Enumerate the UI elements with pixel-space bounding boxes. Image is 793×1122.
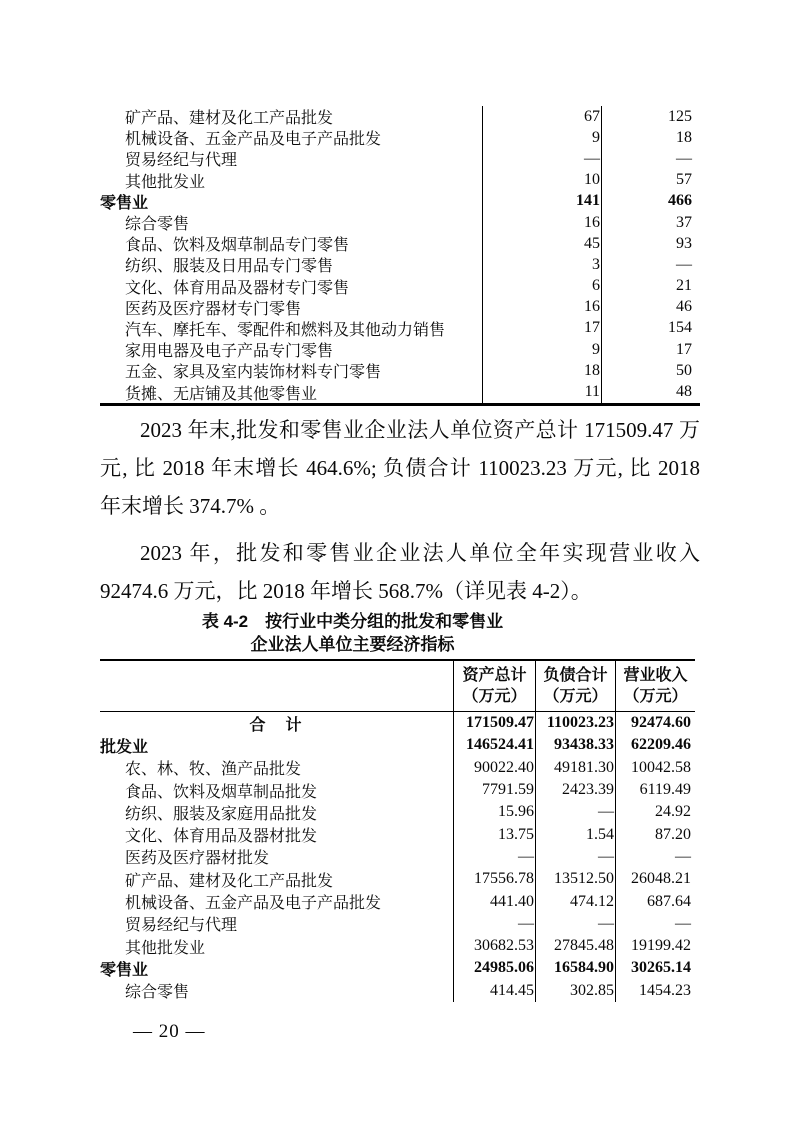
cell-value: 87.20 bbox=[615, 823, 695, 845]
table-row bbox=[100, 712, 695, 734]
cell-value: 16 bbox=[482, 212, 602, 233]
cell-value: 93 bbox=[676, 234, 692, 252]
table-row bbox=[100, 868, 695, 890]
cell-value: 26048.21 bbox=[615, 868, 695, 890]
cell-value: 57 bbox=[676, 171, 692, 189]
table-row bbox=[100, 381, 700, 402]
cell-value: 19199.42 bbox=[615, 935, 695, 957]
paragraph bbox=[100, 411, 700, 525]
cell-value: 62209.46 bbox=[615, 734, 695, 756]
cell-value: 687.64 bbox=[615, 890, 695, 912]
table-row bbox=[100, 297, 700, 318]
cell-value: — bbox=[615, 913, 695, 935]
cell-value: 21 bbox=[676, 277, 692, 295]
cell-value: 10042.58 bbox=[615, 757, 695, 779]
row-label: 五金、家具及室内装饰材料专门零售 bbox=[125, 364, 382, 382]
body-text bbox=[100, 411, 700, 610]
table-row bbox=[100, 913, 695, 935]
table-row bbox=[100, 779, 695, 801]
page-number: — 20 — bbox=[133, 1021, 206, 1042]
row-label: 矿产品、建材及化工产品批发 bbox=[125, 110, 334, 128]
cell-value: 16 bbox=[482, 297, 602, 318]
cell-value: 141 bbox=[482, 191, 602, 212]
table-header-row bbox=[100, 661, 695, 712]
table-title bbox=[100, 610, 605, 656]
row-label: 纺织、服装及家庭用品批发 bbox=[125, 805, 318, 823]
header-label-spacer bbox=[100, 661, 453, 711]
cell-value: 67 bbox=[482, 106, 602, 127]
cell-value: 466 bbox=[668, 192, 692, 210]
cell-value: 16584.90 bbox=[535, 957, 615, 979]
row-label: 零售业 bbox=[100, 961, 149, 979]
table-row bbox=[100, 957, 695, 979]
table-row bbox=[100, 233, 700, 254]
cell-value: 45 bbox=[482, 233, 602, 254]
cell-value: 146524.41 bbox=[453, 734, 535, 756]
cell-value: 24985.06 bbox=[453, 957, 535, 979]
row-label: 其他批发业 bbox=[125, 939, 206, 957]
table-row bbox=[100, 890, 695, 912]
paragraph-line: 元, 比 2018 年末增长 464.6%; 负债合计 110023.23 万元, 比 2018 bbox=[100, 456, 700, 480]
cell-value: — bbox=[482, 148, 602, 169]
row-label: 矿产品、建材及化工产品批发 bbox=[125, 872, 334, 890]
top-table bbox=[100, 106, 700, 406]
cell-value: 3 bbox=[482, 254, 602, 275]
cell-value: — bbox=[676, 255, 692, 273]
row-label: 机械设备、五金产品及电子产品批发 bbox=[125, 895, 382, 913]
table-body bbox=[100, 712, 695, 1002]
row-label: 农、林、牧、渔产品批发 bbox=[125, 761, 302, 779]
cell-value: 90022.40 bbox=[453, 757, 535, 779]
table-title-line2: 企业法人单位主要经济指标 bbox=[250, 635, 455, 654]
paragraph-line: 2023 年，批发和零售业企业法人单位全年实现营业收入 bbox=[140, 541, 700, 565]
cell-value: 48 bbox=[676, 383, 692, 401]
row-label: 文化、体育用品及器材批发 bbox=[125, 828, 318, 846]
cell-value: 9 bbox=[482, 127, 602, 148]
cell-value: 1454.23 bbox=[615, 980, 695, 1002]
column-header-assets bbox=[453, 661, 535, 711]
cell-value: — bbox=[535, 846, 615, 868]
row-label: 食品、饮料及烟草制品批发 bbox=[125, 783, 318, 801]
cell-value: 18 bbox=[676, 128, 692, 146]
cell-value: 125 bbox=[668, 107, 692, 125]
table-row bbox=[100, 757, 695, 779]
cell-value: 1.54 bbox=[535, 823, 615, 845]
row-label: 机械设备、五金产品及电子产品批发 bbox=[125, 131, 382, 149]
row-label: 综合零售 bbox=[125, 216, 190, 234]
table-row bbox=[100, 127, 700, 148]
column-header-unit: （万元） bbox=[623, 688, 688, 705]
row-label: 贸易经纪与代理 bbox=[125, 917, 238, 935]
table-row bbox=[100, 339, 700, 360]
row-label: 其他批发业 bbox=[125, 173, 206, 191]
column-header-unit: （万元） bbox=[543, 688, 608, 705]
row-label: 家用电器及电子产品专门零售 bbox=[125, 343, 334, 361]
column-header-revenue bbox=[615, 661, 695, 711]
cell-value: 13512.50 bbox=[535, 868, 615, 890]
table-row bbox=[100, 254, 700, 275]
cell-value: 171509.47 bbox=[453, 712, 535, 734]
table-row bbox=[100, 846, 695, 868]
column-header-text: 营业收入 bbox=[623, 667, 688, 684]
cell-value: 24.92 bbox=[615, 801, 695, 823]
row-label: 食品、饮料及烟草制品专门零售 bbox=[125, 237, 350, 255]
row-label: 贸易经纪与代理 bbox=[125, 152, 238, 170]
row-label: 文化、体育用品及器材专门零售 bbox=[125, 279, 350, 297]
row-label: 综合零售 bbox=[125, 984, 190, 1002]
cell-value: — bbox=[535, 913, 615, 935]
cell-value: — bbox=[615, 846, 695, 868]
table-row bbox=[100, 148, 700, 169]
table-row bbox=[100, 935, 695, 957]
cell-value: 93438.33 bbox=[535, 734, 615, 756]
table-row bbox=[100, 212, 700, 233]
column-header-liabilities bbox=[535, 661, 615, 711]
cell-value: 6 bbox=[482, 276, 602, 297]
cell-value: — bbox=[453, 846, 535, 868]
cell-value: 50 bbox=[676, 361, 692, 379]
cell-value: 2423.39 bbox=[535, 779, 615, 801]
row-label: 医药及医疗器材批发 bbox=[125, 850, 270, 868]
table-row bbox=[100, 801, 695, 823]
row-label: 合 计 bbox=[249, 716, 304, 734]
cell-value: 30265.14 bbox=[615, 957, 695, 979]
cell-value: 11 bbox=[482, 381, 602, 402]
column-header-text: 负债合计 bbox=[543, 667, 608, 684]
row-label: 纺织、服装及日用品专门零售 bbox=[125, 258, 334, 276]
paragraph-line: 2023 年末,批发和零售业企业法人单位资产总计 171509.47 万 bbox=[140, 418, 700, 442]
cell-value: 27845.48 bbox=[535, 935, 615, 957]
cell-value: 7791.59 bbox=[453, 779, 535, 801]
cell-value: 46 bbox=[676, 298, 692, 316]
cell-value: 92474.60 bbox=[615, 712, 695, 734]
table-row bbox=[100, 360, 700, 381]
cell-value: — bbox=[676, 149, 692, 167]
cell-value: — bbox=[535, 801, 615, 823]
cell-value: 49181.30 bbox=[535, 757, 615, 779]
table-row bbox=[100, 823, 695, 845]
cell-value: 110023.23 bbox=[535, 712, 615, 734]
cell-value: 18 bbox=[482, 360, 602, 381]
cell-value: 17 bbox=[676, 340, 692, 358]
paragraph-line: 92474.6 万元，比 2018 年增长 568.7%（详见表 4-2）。 bbox=[100, 579, 592, 603]
paragraph bbox=[100, 534, 700, 610]
cell-value: 154 bbox=[668, 319, 692, 337]
table-row bbox=[100, 276, 700, 297]
cell-value: 15.96 bbox=[453, 801, 535, 823]
row-label: 零售业 bbox=[100, 194, 149, 212]
cell-value: 17556.78 bbox=[453, 868, 535, 890]
cell-value: 302.85 bbox=[535, 980, 615, 1002]
table-row bbox=[100, 106, 700, 127]
table-4-2 bbox=[100, 659, 695, 1002]
cell-value: 414.45 bbox=[453, 980, 535, 1002]
cell-value: 6119.49 bbox=[615, 779, 695, 801]
cell-value: — bbox=[453, 913, 535, 935]
cell-value: 9 bbox=[482, 339, 602, 360]
cell-value: 30682.53 bbox=[453, 935, 535, 957]
cell-value: 17 bbox=[482, 318, 602, 339]
table-row bbox=[100, 734, 695, 756]
table-row bbox=[100, 191, 700, 212]
cell-value: 441.40 bbox=[453, 890, 535, 912]
cell-value: 37 bbox=[676, 213, 692, 231]
row-label: 医药及医疗器材专门零售 bbox=[125, 300, 302, 318]
table-row bbox=[100, 170, 700, 191]
column-header-text: 资产总计 bbox=[462, 667, 527, 684]
table-row bbox=[100, 980, 695, 1002]
column-header-unit: （万元） bbox=[462, 688, 527, 705]
cell-value: 474.12 bbox=[535, 890, 615, 912]
row-label: 批发业 bbox=[100, 738, 149, 756]
row-label: 汽车、摩托车、零配件和燃料及其他动力销售 bbox=[125, 321, 446, 339]
table-title-line1: 表 4-2 按行业中类分组的批发和零售业 bbox=[201, 612, 504, 631]
cell-value: 13.75 bbox=[453, 823, 535, 845]
cell-value: 10 bbox=[482, 170, 602, 191]
row-label: 货摊、无店铺及其他零售业 bbox=[125, 385, 318, 403]
table-row bbox=[100, 318, 700, 339]
paragraph-line: 年末增长 374.7% 。 bbox=[100, 494, 281, 518]
